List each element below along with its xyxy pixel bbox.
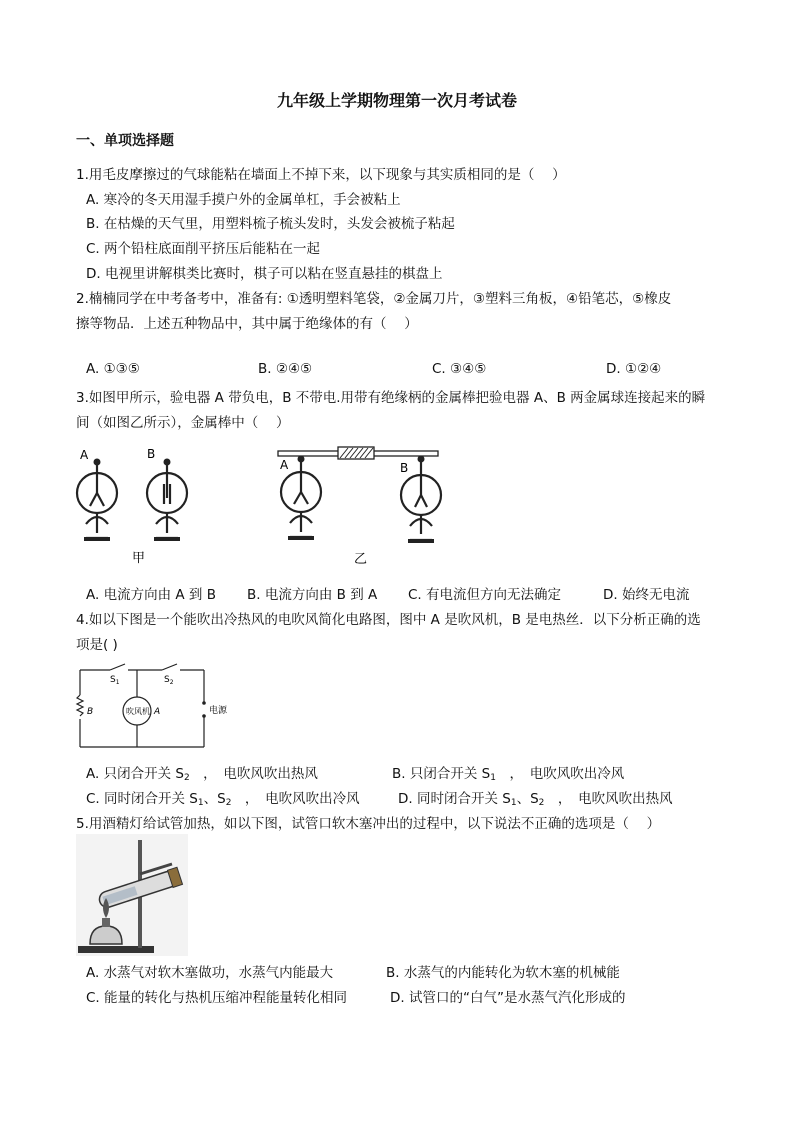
question-5-stem: 5.用酒精灯给试管加热，如以下图，试管口软木塞冲出的过程中，以下说法不正确的选项是（ ） — [76, 816, 661, 832]
power-label: 电源 — [209, 706, 228, 716]
question-1-option-a[interactable]: A. 寒冷的冬天用湿手摸户外的金属单杠，手会被粘上 — [86, 192, 401, 208]
circuit-diagram-figure — [70, 655, 240, 755]
motor-label: 吹风机 — [126, 707, 150, 716]
motor-a-label: A — [154, 707, 161, 717]
fig-caption-yi: 乙 — [354, 552, 368, 567]
fig-caption-jia: 甲 — [132, 551, 146, 566]
question-1-option-d[interactable]: D. 电视里讲解棋类比赛时，棋子可以粘在竖直悬挂的棋盘上 — [86, 266, 443, 282]
question-5-option-c[interactable]: C. 能量的转化与热机压缩冲程能量转化相同 — [86, 990, 348, 1006]
question-3-option-a[interactable]: A. 电流方向由 A 到 B — [86, 587, 216, 603]
question-3-stem-line2: 间（如图乙所示），金属棒中（ ） — [76, 415, 290, 431]
question-2-option-c[interactable]: C. ③④⑤ — [432, 361, 487, 377]
question-4-stem-line1: 4.如以下图是一个能吹出冷热风的电吹风简化电路图，图中 A 是吹风机，B 是电热丝．以下分析正确的选 — [76, 612, 701, 628]
question-4-option-c[interactable]: C. 同时闭合开关 $S_1$、$S_2$ ， 电吹风吹出冷风 — [86, 791, 360, 808]
fig-label-b: B — [147, 447, 156, 461]
question-2-option-d[interactable]: D. ①②④ — [606, 361, 662, 377]
question-2-option-b[interactable]: B. ②④⑤ — [258, 361, 313, 377]
heater-b-label: B — [87, 707, 94, 717]
question-1-option-b[interactable]: B. 在枯燥的天气里，用塑料梳子梳头发时，头发会被梳子粘起 — [86, 216, 455, 232]
question-3-option-d[interactable]: D. 始终无电流 — [603, 587, 690, 603]
question-4-option-a[interactable]: A. 只闭合开关 $S_2$ ， 电吹风吹出热风 — [86, 766, 318, 783]
question-4-option-b[interactable]: B. 只闭合开关 $S_1$ ， 电吹风吹出冷风 — [392, 766, 625, 783]
question-3-option-b[interactable]: B. 电流方向由 B 到 A — [247, 587, 378, 603]
electroscope-figure — [70, 440, 460, 570]
question-1-option-c[interactable]: C. 两个铅柱底面削平挤压后能粘在一起 — [86, 241, 321, 257]
question-3-stem-line1: 3.如图甲所示，验电器 A 带负电，B 不带电.用带有绝缘柄的金属棒把验电器 A、B 两金属球连接起来的瞬 — [76, 390, 706, 406]
fig-label-b-yi: B — [400, 461, 409, 475]
question-2-option-a[interactable]: A. ①③⑤ — [86, 361, 140, 377]
question-2-stem-line2: 擦等物品．上述五种物品中，其中属于绝缘体的有（ ） — [76, 316, 418, 332]
page-title: 九年级上学期物理第一次月考试卷 — [276, 91, 517, 110]
question-5-option-d[interactable]: D. 试管口的“白气”是水蒸气汽化形成的 — [390, 990, 626, 1006]
question-4-option-d[interactable]: D. 同时闭合开关 $S_1$、$S_2$ ， 电吹风吹出热风 — [398, 791, 673, 808]
fig-label-a: A — [80, 448, 89, 462]
section-heading: 一、单项选择题 — [76, 133, 174, 149]
question-5-option-a[interactable]: A. 水蒸气对软木塞做功，水蒸气内能最大 — [86, 965, 334, 981]
question-3-option-c[interactable]: C. 有电流但方向无法确定 — [408, 587, 562, 603]
fig-label-a-yi: A — [280, 458, 289, 472]
question-4-stem-line2: 项是( ) — [76, 637, 118, 653]
test-tube-heating-figure — [76, 834, 188, 956]
switch-s1-label: $S_1$ — [110, 675, 120, 686]
question-2-stem-line1: 2.楠楠同学在中考备考中，准备有: ①透明塑料笔袋，②金属刀片，③塑料三角板，④铅笔芯，⑤橡皮 — [76, 291, 672, 307]
switch-s2-label: $S_2$ — [164, 675, 174, 686]
question-1-stem: 1.用毛皮摩擦过的气球能粘在墙面上不掉下来，以下现象与其实质相同的是（ ） — [76, 167, 566, 183]
question-5-option-b[interactable]: B. 水蒸气的内能转化为软木塞的机械能 — [386, 965, 620, 981]
